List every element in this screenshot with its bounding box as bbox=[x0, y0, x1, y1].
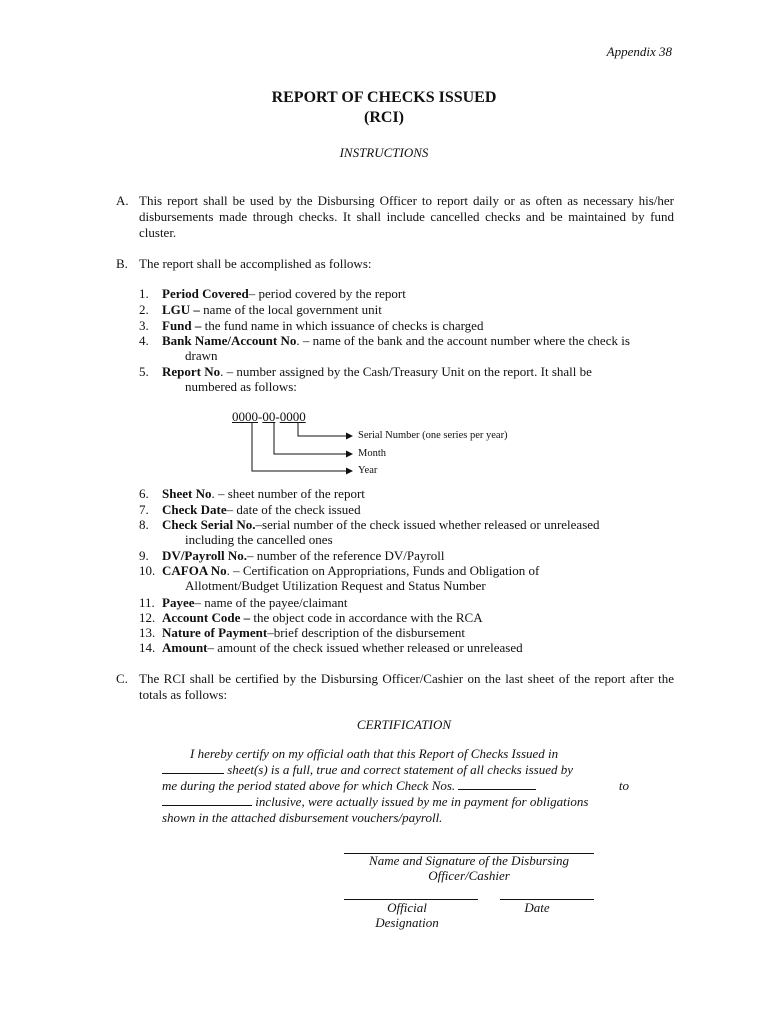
report-number-arrows bbox=[230, 420, 360, 482]
item-desc: – amount of the check issued whether released or unreleased bbox=[207, 640, 523, 655]
check-no-from-blank bbox=[458, 778, 536, 790]
item-term: DV/Payroll No. bbox=[162, 548, 247, 563]
month-label: Month bbox=[358, 448, 387, 459]
item-term: Fund – bbox=[162, 318, 202, 333]
section-b-text: The report shall be accomplished as follows: bbox=[139, 256, 372, 271]
item-term: Check Serial No. bbox=[162, 517, 256, 532]
item-term: Bank Name/Account No bbox=[162, 333, 297, 348]
item-continuation: including the cancelled ones bbox=[185, 532, 333, 547]
serial-digits: 0000 bbox=[279, 409, 306, 424]
item-desc: the fund name in which issuance of checks is charged bbox=[201, 318, 484, 333]
item-term: LGU – bbox=[162, 302, 200, 317]
section-a-letter: A. bbox=[116, 193, 129, 208]
item-term: Period Covered bbox=[162, 286, 249, 301]
section-c-letter: C. bbox=[116, 671, 128, 686]
designation-label-1: Official bbox=[387, 900, 427, 915]
item-desc: name of the local government unit bbox=[199, 302, 382, 317]
item-term: Nature of Payment bbox=[162, 625, 268, 640]
month-arrow bbox=[274, 422, 352, 454]
item-desc: – name of the payee/claimant bbox=[194, 595, 348, 610]
item-term: CAFOA No bbox=[162, 563, 227, 578]
item-continuation: drawn bbox=[185, 348, 218, 363]
item-desc: . – name of the bank and the account number where the check is bbox=[296, 333, 630, 348]
item-term: Payee bbox=[162, 595, 195, 610]
report-subtitle: (RCI) bbox=[364, 109, 404, 126]
report-title: REPORT OF CHECKS ISSUED bbox=[271, 89, 497, 106]
item-continuation: numbered as follows: bbox=[185, 379, 297, 394]
section-c-text: The RCI shall be certified by the Disbursing Officer/Cashier on the last sheet of the report after the totals as follows: bbox=[139, 671, 674, 702]
item-term: Check Date bbox=[162, 502, 227, 517]
date-label: Date bbox=[524, 900, 550, 915]
certification-statement: I hereby certify on my official oath that this Report of Checks Issued in sheet(s) is a full, true and correct statement of all checks issued by me during the period stated above for which Check Nos. to inclusive, were actually issued by me in payment for obligations shown in the attached disbursement vouchers/payroll. bbox=[162, 746, 629, 825]
item-term: Report No bbox=[162, 364, 221, 379]
serial-number-label: Serial Number (one series per year) bbox=[358, 430, 508, 441]
year-label: Year bbox=[358, 465, 378, 476]
item-desc: . – sheet number of the report bbox=[211, 486, 365, 501]
item-desc: . – Certification on Appropriations, Funds and Obligation of bbox=[226, 563, 540, 578]
check-no-to-blank bbox=[162, 794, 252, 806]
item-desc: . – number assigned by the Cash/Treasury Unit on the report. It shall be bbox=[220, 364, 592, 379]
item-desc: the object code in accordance with the RCA bbox=[250, 610, 483, 625]
item-desc: – period covered by the report bbox=[248, 286, 406, 301]
separator: - bbox=[258, 409, 263, 424]
appendix-label: Appendix 38 bbox=[606, 44, 672, 59]
sheets-blank bbox=[162, 762, 224, 774]
month-digits: 00 bbox=[262, 409, 276, 424]
signature-label-2: Officer/Cashier bbox=[428, 868, 510, 883]
year-arrow bbox=[252, 422, 352, 471]
item-term: Account Code – bbox=[162, 610, 251, 625]
item-desc: –serial number of the check issued whether released or unreleased bbox=[255, 517, 600, 532]
instructions-heading: INSTRUCTIONS bbox=[339, 145, 429, 160]
section-b-letter: B. bbox=[116, 256, 128, 271]
item-continuation: Allotment/Budget Utilization Request and Status Number bbox=[185, 578, 486, 593]
item-term: Amount bbox=[162, 640, 208, 655]
item-desc: – date of the check issued bbox=[226, 502, 361, 517]
serial-arrow bbox=[298, 422, 352, 436]
signature-label-1: Name and Signature of the Disbursing bbox=[369, 853, 569, 868]
certification-heading: CERTIFICATION bbox=[356, 717, 452, 732]
separator: - bbox=[275, 409, 280, 424]
year-digits: 0000 bbox=[232, 409, 258, 424]
item-desc: –brief description of the disbursement bbox=[267, 625, 466, 640]
item-term: Sheet No bbox=[162, 486, 212, 501]
section-a-text: This report shall be used by the Disbursing Officer to report daily or as often as necessary his/her disbursements made through checks. It shall include cancelled checks and be maintained by fund cluster. bbox=[139, 193, 674, 240]
item-desc: – number of the reference DV/Payroll bbox=[246, 548, 445, 563]
designation-label-2: Designation bbox=[375, 915, 439, 930]
